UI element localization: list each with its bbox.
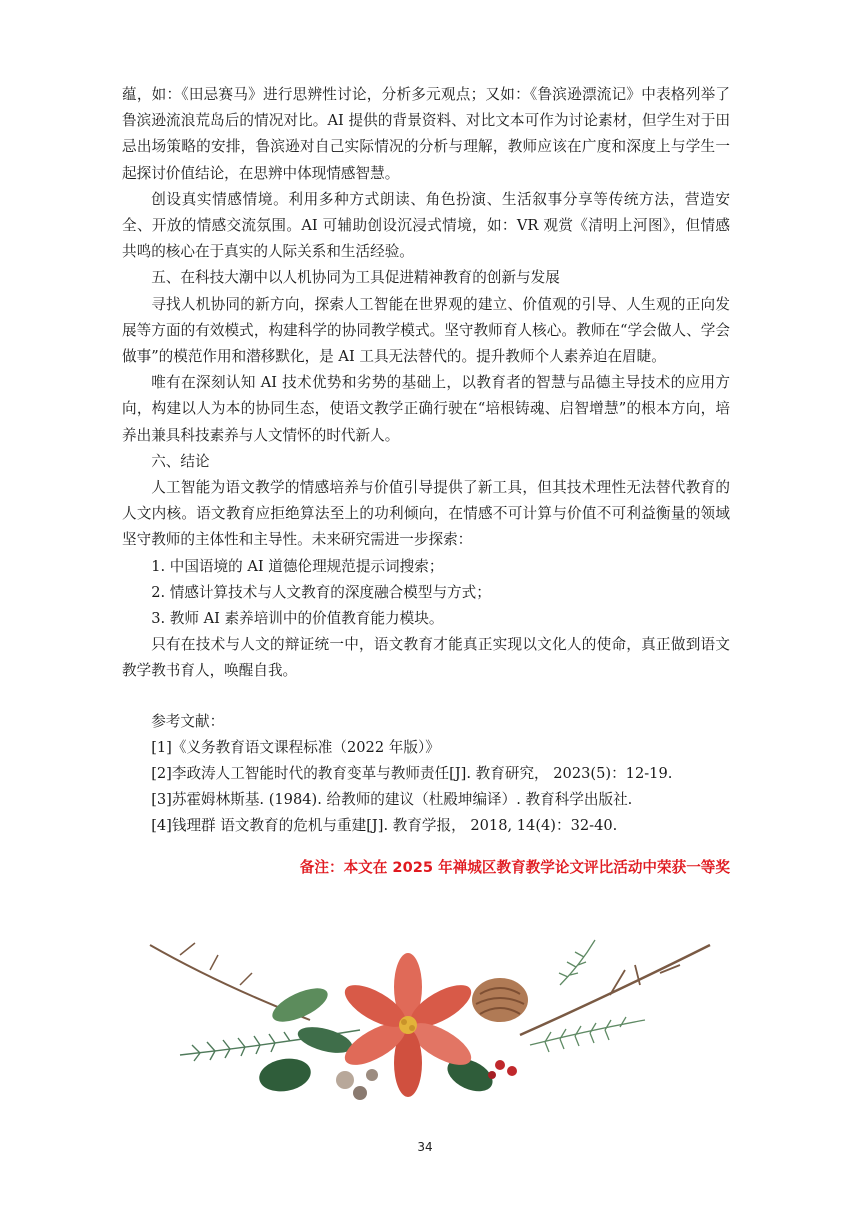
list-item: 2. 情感计算技术与人文教育的深度融合模型与方式； [151, 583, 491, 601]
list-item: 3. 教师 AI 素养培训中的价值教育能力模块。 [151, 610, 444, 628]
paragraph: 蕴，如：《田忌赛马》进行思辨性讨论，分析多元观点；又如：《鲁滨逊漂流记》中表格列举了鲁滨逊流浪荒岛后的情况对比。AI 提供的背景资料、对比文本可作为讨论素材，但学生对于田忌出场策略的安排，鲁滨逊对自己实际情况的分析与理解，教师应该在广度和深度上与学生一起探讨价值结论，在思辨中体现情感智慧。 [122, 86, 730, 182]
paragraph: 唯有在深刻认知 AI 技术优势和劣势的基础上，以教育者的智慧与品德主导技术的应用方向，构建以人为本的协同生态，使语文教学正确行驶在“培根铸魂、启智增慧”的根本方向，培养出兼具科技素养与人文情怀的时代新人。 [122, 374, 730, 444]
reference-item: [2]李政涛人工智能时代的教育变革与教师责任[J]. 教育研究， 2023(5)：12-19. [151, 765, 673, 783]
section-heading: 六、结论 [151, 452, 210, 470]
list-item: 1. 中国语境的 AI 道德伦理规范提示词搜索； [151, 557, 444, 575]
reference-item: [4]钱理群 语文教育的危机与重建[J]. 教育学报， 2018, 14(4)：32-40. [151, 817, 618, 835]
spacer [122, 685, 730, 709]
paragraph: 创设真实情感情境。利用多种方式朗读、角色扮演、生活叙事分享等传统方法，营造安全、开放的情感交流氛围。AI 可辅助创设沉浸式情境，如：VR 观赏《清明上河图》，但情感共鸣的核心在于真实的人际关系和生活经验。 [122, 190, 730, 261]
section-heading: 五、在科技大潮中以人机协同为工具促进精神教育的创新与发展 [151, 269, 560, 287]
reference-item: [1]《义务教育语文课程标准（2022 年版）》 [151, 738, 440, 756]
references-heading: 参考文献： [151, 712, 225, 730]
floral-decoration [140, 925, 730, 1125]
paragraph: 只有在技术与人文的辩证统一中，语文教育才能真正实现以文化人的使命，真正做到语文教学教书育人，唤醒自我。 [122, 636, 730, 680]
page-number: 34 [417, 1140, 433, 1154]
paragraph: 人工智能为语文教学的情感培养与价值引导提供了新工具，但其技术理性无法替代教育的人文内核。语文教育应拒绝算法至上的功利倾向，在情感不可计算与价值不可利益衡量的领域坚守教师的主体性和主导性。未来研究需进一步探索： [122, 479, 730, 549]
article-body [122, 82, 730, 880]
reference-item: [3]苏霍姆林斯基. (1984). 给教师的建议（杜殿坤编译）. 教育科学出版社. [151, 791, 633, 809]
award-note: 备注：本文在 2025 年禅城区教育教学论文评比活动中荣获一等奖 [299, 858, 730, 876]
references [122, 709, 730, 840]
paragraph: 寻找人机协同的新方向，探索人工智能在世界观的建立、价值观的引导、人生观的正向发展等方面的有效模式，构建科学的协同教学模式。坚守教师育人核心。教师在“学会做人、学会做事”的模范作用和潜移默化，是 AI 工具无法替代的。提升教师个人素养迫在眉睫。 [122, 295, 730, 366]
